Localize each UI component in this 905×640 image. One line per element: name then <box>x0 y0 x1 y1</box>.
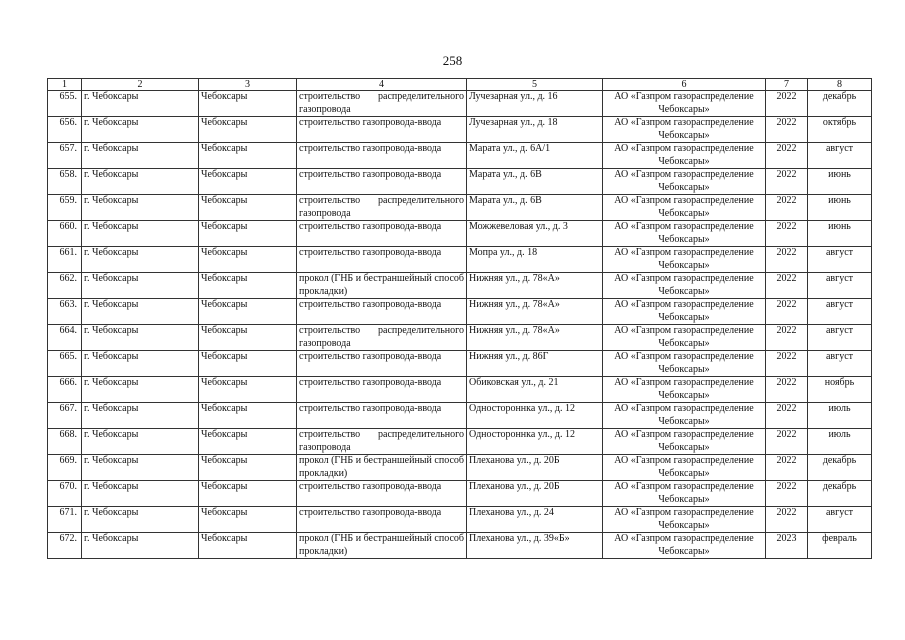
cell-address: Мопра ул., д. 18 <box>467 247 603 273</box>
cell-month: июнь <box>808 221 872 247</box>
cell-locality: г. Чебоксары <box>82 273 199 299</box>
cell-locality: г. Чебоксары <box>82 377 199 403</box>
table-row <box>48 403 872 429</box>
cell-settlement: Чебоксары <box>199 455 297 481</box>
cell-row-number: 672. <box>48 533 82 559</box>
cell-year: 2022 <box>766 143 808 169</box>
cell-work-type: строительство газопровода-ввода <box>297 221 467 247</box>
table-row <box>48 429 872 455</box>
cell-year: 2022 <box>766 273 808 299</box>
cell-locality: г. Чебоксары <box>82 507 199 533</box>
table-row <box>48 351 872 377</box>
cell-month: декабрь <box>808 481 872 507</box>
cell-settlement: Чебоксары <box>199 221 297 247</box>
cell-row-number: 669. <box>48 455 82 481</box>
column-header: 4 <box>297 79 467 91</box>
cell-month: июль <box>808 403 872 429</box>
cell-row-number: 660. <box>48 221 82 247</box>
cell-organization: АО «Газпром газораспределение Чебоксары» <box>603 403 766 429</box>
cell-month: декабрь <box>808 91 872 117</box>
table-row <box>48 91 872 117</box>
cell-year: 2022 <box>766 455 808 481</box>
cell-work-type: строительство газопровода-ввода <box>297 507 467 533</box>
cell-row-number: 655. <box>48 91 82 117</box>
cell-work-type: строительство распределительного газопровода <box>297 195 467 221</box>
cell-year: 2022 <box>766 507 808 533</box>
cell-month: август <box>808 507 872 533</box>
cell-organization: АО «Газпром газораспределение Чебоксары» <box>603 221 766 247</box>
table-row <box>48 455 872 481</box>
cell-month: август <box>808 143 872 169</box>
cell-organization: АО «Газпром газораспределение Чебоксары» <box>603 481 766 507</box>
cell-locality: г. Чебоксары <box>82 117 199 143</box>
cell-organization: АО «Газпром газораспределение Чебоксары» <box>603 169 766 195</box>
cell-row-number: 665. <box>48 351 82 377</box>
cell-row-number: 657. <box>48 143 82 169</box>
cell-settlement: Чебоксары <box>199 351 297 377</box>
cell-row-number: 670. <box>48 481 82 507</box>
cell-locality: г. Чебоксары <box>82 325 199 351</box>
cell-month: июнь <box>808 169 872 195</box>
cell-work-type: строительство газопровода-ввода <box>297 403 467 429</box>
cell-month: февраль <box>808 533 872 559</box>
cell-locality: г. Чебоксары <box>82 429 199 455</box>
cell-row-number: 659. <box>48 195 82 221</box>
cell-work-type: строительство газопровода-ввода <box>297 247 467 273</box>
table-row <box>48 143 872 169</box>
page-number: 258 <box>442 53 463 68</box>
cell-settlement: Чебоксары <box>199 403 297 429</box>
cell-year: 2022 <box>766 403 808 429</box>
cell-organization: АО «Газпром газораспределение Чебоксары» <box>603 247 766 273</box>
cell-address: Нижняя ул., д. 78«А» <box>467 299 603 325</box>
table-row <box>48 299 872 325</box>
cell-locality: г. Чебоксары <box>82 247 199 273</box>
cell-row-number: 666. <box>48 377 82 403</box>
cell-locality: г. Чебоксары <box>82 91 199 117</box>
cell-address: Плеханова ул., д. 39«Б» <box>467 533 603 559</box>
cell-settlement: Чебоксары <box>199 299 297 325</box>
cell-month: август <box>808 273 872 299</box>
cell-work-type: строительство распределительного газопровода <box>297 429 467 455</box>
cell-year: 2022 <box>766 481 808 507</box>
cell-row-number: 671. <box>48 507 82 533</box>
cell-month: июнь <box>808 195 872 221</box>
cell-locality: г. Чебоксары <box>82 481 199 507</box>
column-header: 6 <box>603 79 766 91</box>
cell-year: 2022 <box>766 169 808 195</box>
cell-address: Нижняя ул., д. 78«А» <box>467 325 603 351</box>
cell-work-type: строительство газопровода-ввода <box>297 117 467 143</box>
cell-organization: АО «Газпром газораспределение Чебоксары» <box>603 429 766 455</box>
cell-organization: АО «Газпром газораспределение Чебоксары» <box>603 351 766 377</box>
cell-locality: г. Чебоксары <box>82 143 199 169</box>
cell-organization: АО «Газпром газораспределение Чебоксары» <box>603 117 766 143</box>
cell-address: Плеханова ул., д. 20Б <box>467 481 603 507</box>
cell-work-type: строительство распределительного газопровода <box>297 91 467 117</box>
table-row <box>48 325 872 351</box>
cell-organization: АО «Газпром газораспределение Чебоксары» <box>603 273 766 299</box>
cell-work-type: прокол (ГНБ и бестраншейный способ прокладки) <box>297 273 467 299</box>
table-row <box>48 481 872 507</box>
cell-work-type: строительство газопровода-ввода <box>297 169 467 195</box>
cell-address: Плеханова ул., д. 24 <box>467 507 603 533</box>
cell-work-type: строительство газопровода-ввода <box>297 299 467 325</box>
cell-settlement: Чебоксары <box>199 273 297 299</box>
cell-address: Плеханова ул., д. 20Б <box>467 455 603 481</box>
cell-locality: г. Чебоксары <box>82 169 199 195</box>
column-header: 7 <box>766 79 808 91</box>
cell-year: 2023 <box>766 533 808 559</box>
cell-address: Одностороннка ул., д. 12 <box>467 403 603 429</box>
cell-month: декабрь <box>808 455 872 481</box>
cell-row-number: 658. <box>48 169 82 195</box>
cell-address: Нижняя ул., д. 78«А» <box>467 273 603 299</box>
cell-locality: г. Чебоксары <box>82 455 199 481</box>
cell-row-number: 663. <box>48 299 82 325</box>
cell-organization: АО «Газпром газораспределение Чебоксары» <box>603 299 766 325</box>
gas-works-table <box>47 78 872 559</box>
cell-year: 2022 <box>766 351 808 377</box>
cell-address: Одностороннка ул., д. 12 <box>467 429 603 455</box>
cell-address: Лучезарная ул., д. 16 <box>467 91 603 117</box>
cell-work-type: строительство газопровода-ввода <box>297 351 467 377</box>
cell-row-number: 661. <box>48 247 82 273</box>
table-row <box>48 117 872 143</box>
cell-address: Нижняя ул., д. 86Г <box>467 351 603 377</box>
cell-year: 2022 <box>766 247 808 273</box>
cell-work-type: строительство газопровода-ввода <box>297 377 467 403</box>
column-header: 8 <box>808 79 872 91</box>
cell-month: июль <box>808 429 872 455</box>
cell-organization: АО «Газпром газораспределение Чебоксары» <box>603 533 766 559</box>
cell-organization: АО «Газпром газораспределение Чебоксары» <box>603 455 766 481</box>
cell-year: 2022 <box>766 221 808 247</box>
cell-row-number: 667. <box>48 403 82 429</box>
cell-settlement: Чебоксары <box>199 117 297 143</box>
cell-work-type: прокол (ГНБ и бестраншейный способ прокладки) <box>297 533 467 559</box>
cell-organization: АО «Газпром газораспределение Чебоксары» <box>603 195 766 221</box>
cell-address: Обиковская ул., д. 21 <box>467 377 603 403</box>
cell-settlement: Чебоксары <box>199 507 297 533</box>
cell-settlement: Чебоксары <box>199 195 297 221</box>
cell-settlement: Чебоксары <box>199 533 297 559</box>
cell-settlement: Чебоксары <box>199 91 297 117</box>
cell-address: Марата ул., д. 6А/1 <box>467 143 603 169</box>
cell-organization: АО «Газпром газораспределение Чебоксары» <box>603 325 766 351</box>
cell-settlement: Чебоксары <box>199 169 297 195</box>
table-row <box>48 533 872 559</box>
table-row <box>48 507 872 533</box>
cell-year: 2022 <box>766 195 808 221</box>
cell-address: Марата ул., д. 6В <box>467 195 603 221</box>
cell-month: октябрь <box>808 117 872 143</box>
cell-year: 2022 <box>766 325 808 351</box>
column-header: 2 <box>82 79 199 91</box>
cell-month: август <box>808 351 872 377</box>
cell-row-number: 662. <box>48 273 82 299</box>
cell-settlement: Чебоксары <box>199 377 297 403</box>
cell-locality: г. Чебоксары <box>82 351 199 377</box>
cell-year: 2022 <box>766 377 808 403</box>
cell-organization: АО «Газпром газораспределение Чебоксары» <box>603 143 766 169</box>
cell-work-type: строительство газопровода-ввода <box>297 143 467 169</box>
cell-address: Марата ул., д. 6В <box>467 169 603 195</box>
cell-work-type: прокол (ГНБ и бестраншейный способ прокладки) <box>297 455 467 481</box>
cell-settlement: Чебоксары <box>199 143 297 169</box>
cell-month: август <box>808 299 872 325</box>
column-header: 5 <box>467 79 603 91</box>
cell-settlement: Чебоксары <box>199 481 297 507</box>
cell-month: август <box>808 325 872 351</box>
cell-organization: АО «Газпром газораспределение Чебоксары» <box>603 91 766 117</box>
cell-locality: г. Чебоксары <box>82 533 199 559</box>
cell-locality: г. Чебоксары <box>82 195 199 221</box>
table-row <box>48 273 872 299</box>
column-header: 3 <box>199 79 297 91</box>
cell-address: Можжевеловая ул., д. 3 <box>467 221 603 247</box>
cell-row-number: 664. <box>48 325 82 351</box>
cell-year: 2022 <box>766 429 808 455</box>
table-row <box>48 377 872 403</box>
cell-work-type: строительство газопровода-ввода <box>297 481 467 507</box>
cell-locality: г. Чебоксары <box>82 299 199 325</box>
table-row <box>48 169 872 195</box>
column-header: 1 <box>48 79 82 91</box>
cell-year: 2022 <box>766 117 808 143</box>
cell-locality: г. Чебоксары <box>82 403 199 429</box>
cell-year: 2022 <box>766 299 808 325</box>
cell-settlement: Чебоксары <box>199 247 297 273</box>
cell-work-type: строительство распределительного газопровода <box>297 325 467 351</box>
cell-month: август <box>808 247 872 273</box>
cell-month: ноябрь <box>808 377 872 403</box>
table-row <box>48 221 872 247</box>
cell-settlement: Чебоксары <box>199 325 297 351</box>
table-header-row <box>48 79 872 91</box>
cell-row-number: 668. <box>48 429 82 455</box>
cell-settlement: Чебоксары <box>199 429 297 455</box>
table-row <box>48 247 872 273</box>
cell-address: Лучезарная ул., д. 18 <box>467 117 603 143</box>
cell-organization: АО «Газпром газораспределение Чебоксары» <box>603 377 766 403</box>
cell-row-number: 656. <box>48 117 82 143</box>
cell-locality: г. Чебоксары <box>82 221 199 247</box>
table-row <box>48 195 872 221</box>
table-body <box>48 91 872 559</box>
cell-organization: АО «Газпром газораспределение Чебоксары» <box>603 507 766 533</box>
cell-year: 2022 <box>766 91 808 117</box>
